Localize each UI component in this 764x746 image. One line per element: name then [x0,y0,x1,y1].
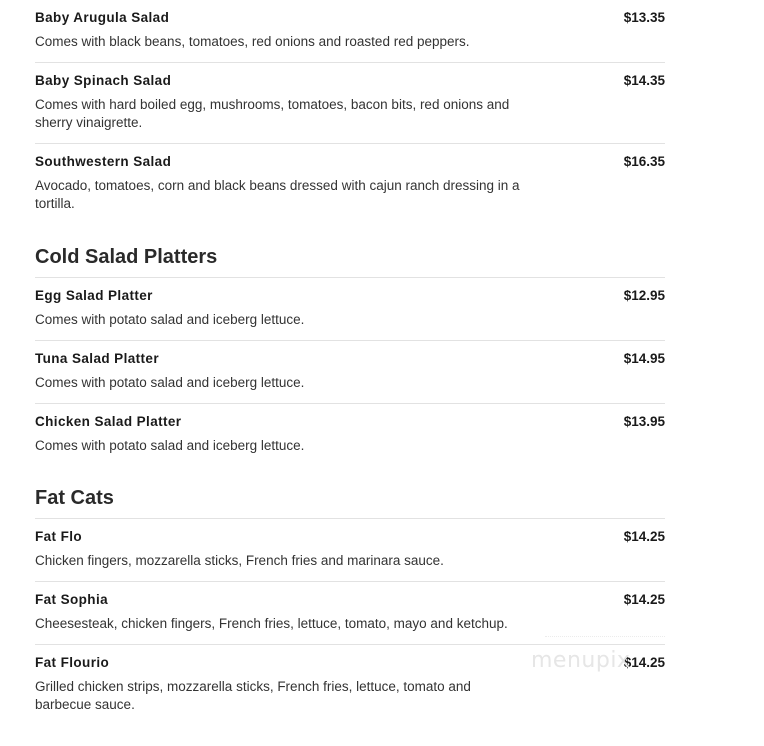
menu-item [35,341,665,404]
item-price: $14.25 [623,529,665,544]
menu-item [35,144,665,224]
watermark-logo: menupix [531,648,631,673]
watermark-decoration [545,636,665,640]
item-name: Southwestern Salad [35,154,172,169]
menu-item [35,404,665,466]
item-price: $14.25 [623,655,665,670]
menu-item [35,0,665,63]
item-price: $13.95 [623,414,665,429]
menu-section-salads [35,0,665,224]
item-description: Comes with potato salad and iceberg lettuce. [35,438,305,453]
item-price: $14.25 [623,592,665,607]
item-name: Egg Salad Platter [35,288,153,303]
item-price: $16.35 [623,154,665,169]
menu-list [35,0,665,725]
section-title: Cold Salad Platters [35,245,665,278]
item-description: Comes with black beans, tomatoes, red onions and roasted red peppers. [35,34,470,49]
menu-item [35,519,665,582]
item-price: $14.35 [623,73,665,88]
item-name: Baby Spinach Salad [35,73,172,88]
item-description: Avocado, tomatoes, corn and black beans dressed with cajun ranch dressing in a tortilla. [35,178,520,211]
item-description: Comes with potato salad and iceberg lettuce. [35,312,305,327]
menu-item [35,63,665,144]
item-description: Grilled chicken strips, mozzarella sticks, French fries, lettuce, tomato and barbecue sauce. [35,679,471,712]
menu-item [35,645,665,725]
item-name: Fat Sophia [35,592,109,607]
item-name: Fat Flo [35,529,83,544]
menu-section-fat-cats [35,486,665,725]
section-title: Fat Cats [35,486,665,519]
item-description: Comes with potato salad and iceberg lettuce. [35,375,305,390]
item-description: Cheesesteak, chicken fingers, French fries, lettuce, tomato, mayo and ketchup. [35,616,508,631]
item-description: Chicken fingers, mozzarella sticks, French fries and marinara sauce. [35,553,444,568]
item-name: Baby Arugula Salad [35,10,170,25]
item-price: $13.35 [623,10,665,25]
item-name: Fat Flourio [35,655,110,670]
item-description: Comes with hard boiled egg, mushrooms, tomatoes, bacon bits, red onions and sherry vinaigrette. [35,97,510,130]
menu-section-cold-salad-platters [35,245,665,466]
item-price: $14.95 [623,351,665,366]
item-name: Tuna Salad Platter [35,351,159,366]
item-price: $12.95 [623,288,665,303]
menu-item [35,278,665,341]
item-name: Chicken Salad Platter [35,414,182,429]
